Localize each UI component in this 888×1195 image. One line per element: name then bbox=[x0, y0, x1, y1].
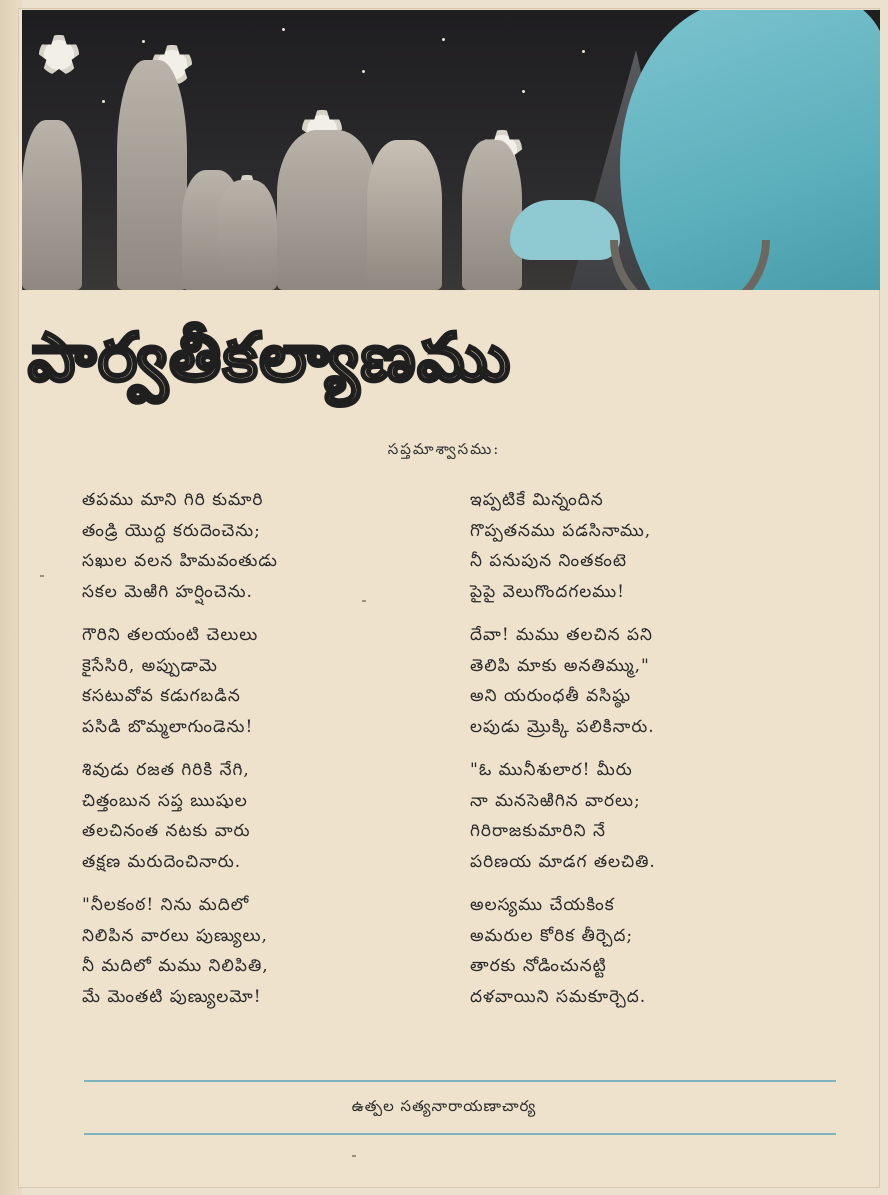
poem-column-left bbox=[82, 485, 412, 1025]
verse-line: నిలిపిన వారలు పుణ్యులు, bbox=[82, 925, 268, 946]
banner-illustration bbox=[22, 10, 880, 290]
stanza bbox=[470, 620, 830, 742]
verse-line: పరిణయ మాడగ తలచితి. bbox=[470, 851, 656, 872]
stanza bbox=[82, 485, 412, 607]
serpent-icon bbox=[610, 240, 770, 290]
verse-line: నా మనసెఱిగిన వారలు; bbox=[470, 790, 641, 811]
sage-figure bbox=[462, 140, 522, 290]
page-title: పార్వతీకల్యాణము bbox=[28, 318, 512, 396]
verse-line: తండ్రి యొద్ద కరుదెంచెను; bbox=[82, 520, 261, 541]
verse-line: నీ పనుపున నింతకంటె bbox=[470, 551, 627, 571]
verse-line: తెలిపి మాకు అనతిమ్ము," bbox=[470, 655, 650, 676]
verse-line: దేవా! మము తలచిన పని bbox=[470, 625, 653, 645]
blessing-hand bbox=[510, 200, 620, 260]
verse-line: గిరిరాజకుమారిని నే bbox=[470, 821, 606, 841]
verse-line: పైపై వెలుగొందగలము! bbox=[470, 581, 626, 602]
verse-line: కసటువోవ కడుగబడిన bbox=[82, 686, 241, 706]
stanza bbox=[82, 755, 412, 877]
sage-figure bbox=[22, 120, 82, 290]
arundhati-figure bbox=[367, 140, 442, 290]
section-subtitle: సప్తమాశ్వాసము: bbox=[387, 440, 501, 458]
verse-line: మే మెంతటి పుణ్యులమో! bbox=[82, 986, 262, 1007]
verse-line: "నీలకంఠ! నిను మదిలో bbox=[82, 895, 250, 915]
divider-top bbox=[84, 1080, 836, 1082]
verse-line: శివుడు రజత గిరికి నేగి, bbox=[82, 760, 250, 780]
verse-line: తలచినంత నటకు వారు bbox=[82, 821, 251, 841]
verse-line: చిత్తంబున సప్త ఋషుల bbox=[82, 790, 248, 811]
stanza bbox=[470, 890, 830, 1012]
verse-line: సకల మెఱిగి హర్షించెను. bbox=[82, 581, 253, 602]
title-lettering bbox=[22, 300, 682, 410]
verse-line: అమరుల కోరిక తీర్చెద; bbox=[470, 925, 634, 946]
verse-line: నీ మదిలో మము నిలిపితి, bbox=[82, 956, 269, 976]
verse-line: అని యరుంధతీ వసిష్ఠు bbox=[470, 686, 632, 706]
star-icon bbox=[282, 28, 285, 31]
star-icon bbox=[362, 70, 365, 73]
verse-line: లపుడు మ్రొక్కి పలికినారు. bbox=[470, 716, 655, 737]
star-icon bbox=[442, 38, 445, 41]
poem-column-right bbox=[470, 485, 830, 1025]
verse-line: అలస్యము చేయకింక bbox=[470, 895, 615, 915]
stanza bbox=[470, 485, 830, 607]
star-icon bbox=[582, 50, 585, 53]
verse-line: కైసేసిరి, అప్పుడామె bbox=[82, 655, 218, 676]
verse-line: తక్షణ మరుదెంచినారు. bbox=[82, 851, 242, 872]
verse-line: "ఓ మునీశులార! మీరు bbox=[470, 760, 633, 780]
verse-line: పసిడి బొమ్మలాగుండెను! bbox=[82, 716, 254, 737]
verse-line: సఖుల వలన హిమవంతుడు bbox=[82, 551, 278, 571]
verse-line: దళవాయిని సమకూర్చెద. bbox=[470, 986, 647, 1007]
verse-line: తారకు నోడించునట్టి bbox=[470, 956, 607, 976]
divider-bottom bbox=[84, 1133, 836, 1135]
verse-line: తపము మాని గిరి కుమారి bbox=[82, 490, 264, 510]
paper-speck bbox=[40, 575, 44, 577]
verse-line: గౌరిని తలయంటి చెలులు bbox=[82, 625, 259, 645]
author-credit: ఉత్పల సత్యనారాయణాచార్య bbox=[351, 1097, 537, 1115]
star-icon bbox=[102, 100, 105, 103]
star-icon bbox=[522, 90, 525, 93]
verse-line: ఇప్పటికే మిన్నందిన bbox=[470, 490, 604, 510]
stanza bbox=[82, 620, 412, 742]
stanza bbox=[82, 890, 412, 1012]
sage-figure bbox=[277, 130, 377, 290]
star-icon bbox=[142, 40, 145, 43]
sage-figure bbox=[217, 180, 277, 290]
paper-speck bbox=[352, 1155, 356, 1157]
stanza bbox=[470, 755, 830, 877]
verse-line: గొప్పతనము పడసినాము, bbox=[470, 520, 652, 541]
sage-figure bbox=[117, 60, 187, 290]
paper-speck bbox=[362, 600, 366, 602]
